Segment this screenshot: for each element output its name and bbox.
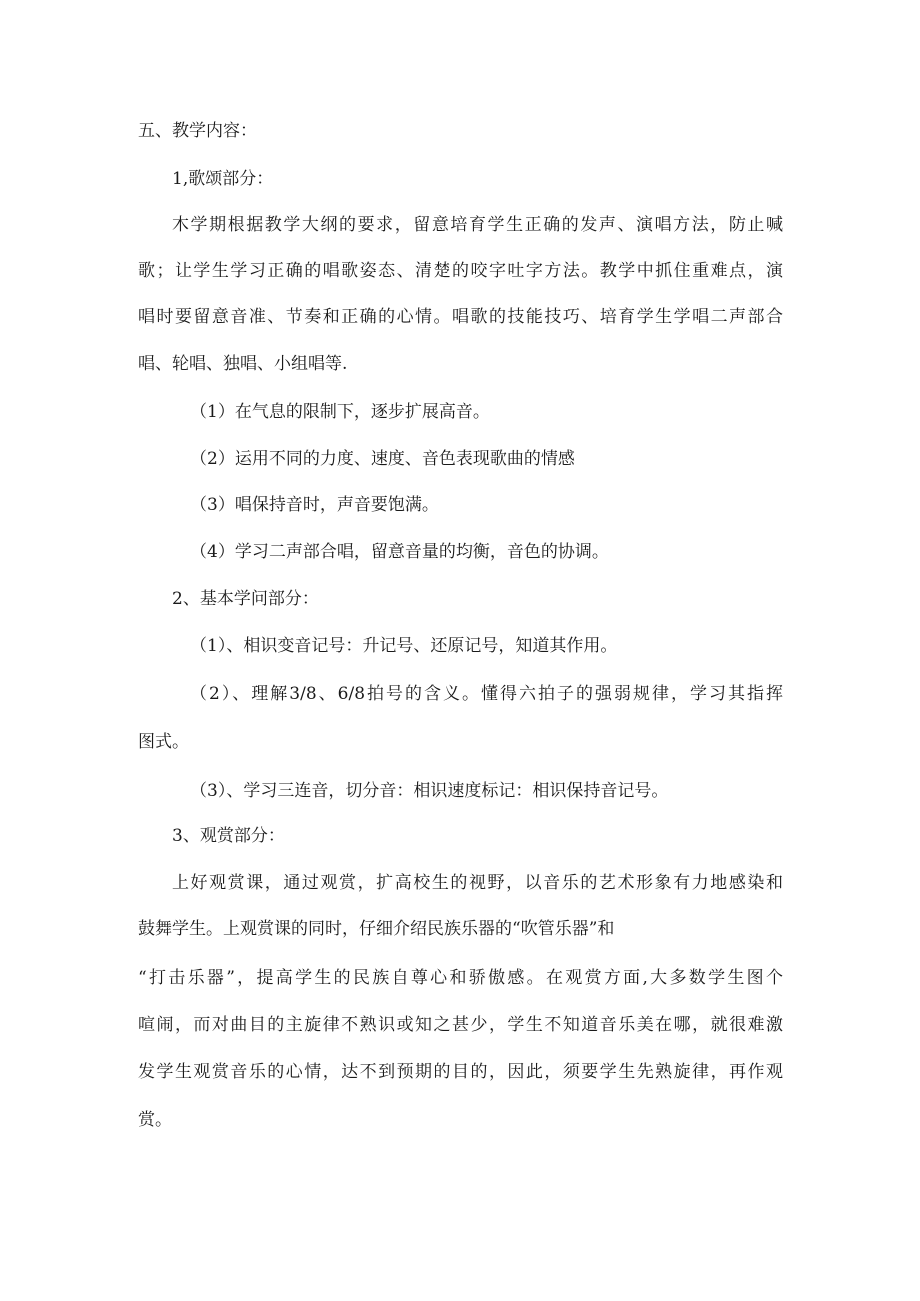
singing-item-3: （3）唱保持音时，声音要饱满。 xyxy=(190,495,439,515)
singing-paragraph-line-3: 唱时要留意音准、节奏和正确的心情。唱歌的技能技巧、培育学生学唱二声部合 xyxy=(138,307,783,327)
singing-paragraph-line-1: 木学期根据教学大纲的要求，留意培育学生正确的发声、演唱方法，防止喊 xyxy=(172,215,783,235)
basic-title: 2、基本学问部分： xyxy=(172,589,319,609)
singing-title: 1,歌颂部分： xyxy=(172,169,274,189)
basic-item-3: （3）、学习三连音，切分音：相识速度标记：相识保持音记号。 xyxy=(190,781,669,801)
basic-item-2-line-1: （2）、理解3/8、6/8拍号的含义。懂得六拍子的强弱规律，学习其指挥 xyxy=(190,684,783,704)
singing-item-4: （4）学习二声部合唱，留意音量的均衡，音色的协调。 xyxy=(190,542,609,562)
section-heading: 五、教学内容： xyxy=(138,121,257,141)
appreciation-paragraph-line-4: 喧闹，而对曲目的主旋律不熟识或知之甚少，学生不知道音乐美在哪，就很难激 xyxy=(138,1015,783,1035)
appreciation-paragraph-line-1: 上好观赏课，通过观赏，扩高校生的视野，以音乐的艺术形象有力地感染和 xyxy=(172,873,783,893)
singing-item-1: （1）在气息的限制下，逐步扩展高音。 xyxy=(190,402,490,422)
appreciation-paragraph-line-5: 发学生观赏音乐的心情，达不到预期的目的，因此，须要学生先熟旋律，再作观 xyxy=(138,1062,783,1082)
basic-item-1: （1）、相识变音记号：升记号、还原记号，知道其作用。 xyxy=(190,636,618,656)
singing-item-2: （2）运用不同的力度、速度、音色表现歌曲的情感 xyxy=(190,449,575,469)
basic-item-2-line-2: 图式。 xyxy=(138,732,189,752)
appreciation-paragraph-line-3: “打击乐器”，提高学生的民族自尊心和骄傲感。在观赏方面,大多数学生图个 xyxy=(138,968,783,988)
appreciation-paragraph-line-2: 鼓舞学生。上观赏课的同时，仔细介绍民族乐器的“吹管乐器”和 xyxy=(138,919,615,939)
appreciation-paragraph-line-6: 赏。 xyxy=(138,1110,172,1130)
singing-paragraph-line-4: 唱、轮唱、独唱、小组唱等. xyxy=(138,354,348,374)
singing-paragraph-line-2: 歌；让学生学习正确的唱歌姿态、清楚的咬字吐字方法。教学中抓住重难点，演 xyxy=(138,261,783,281)
appreciation-title: 3、观赏部分： xyxy=(172,826,285,846)
